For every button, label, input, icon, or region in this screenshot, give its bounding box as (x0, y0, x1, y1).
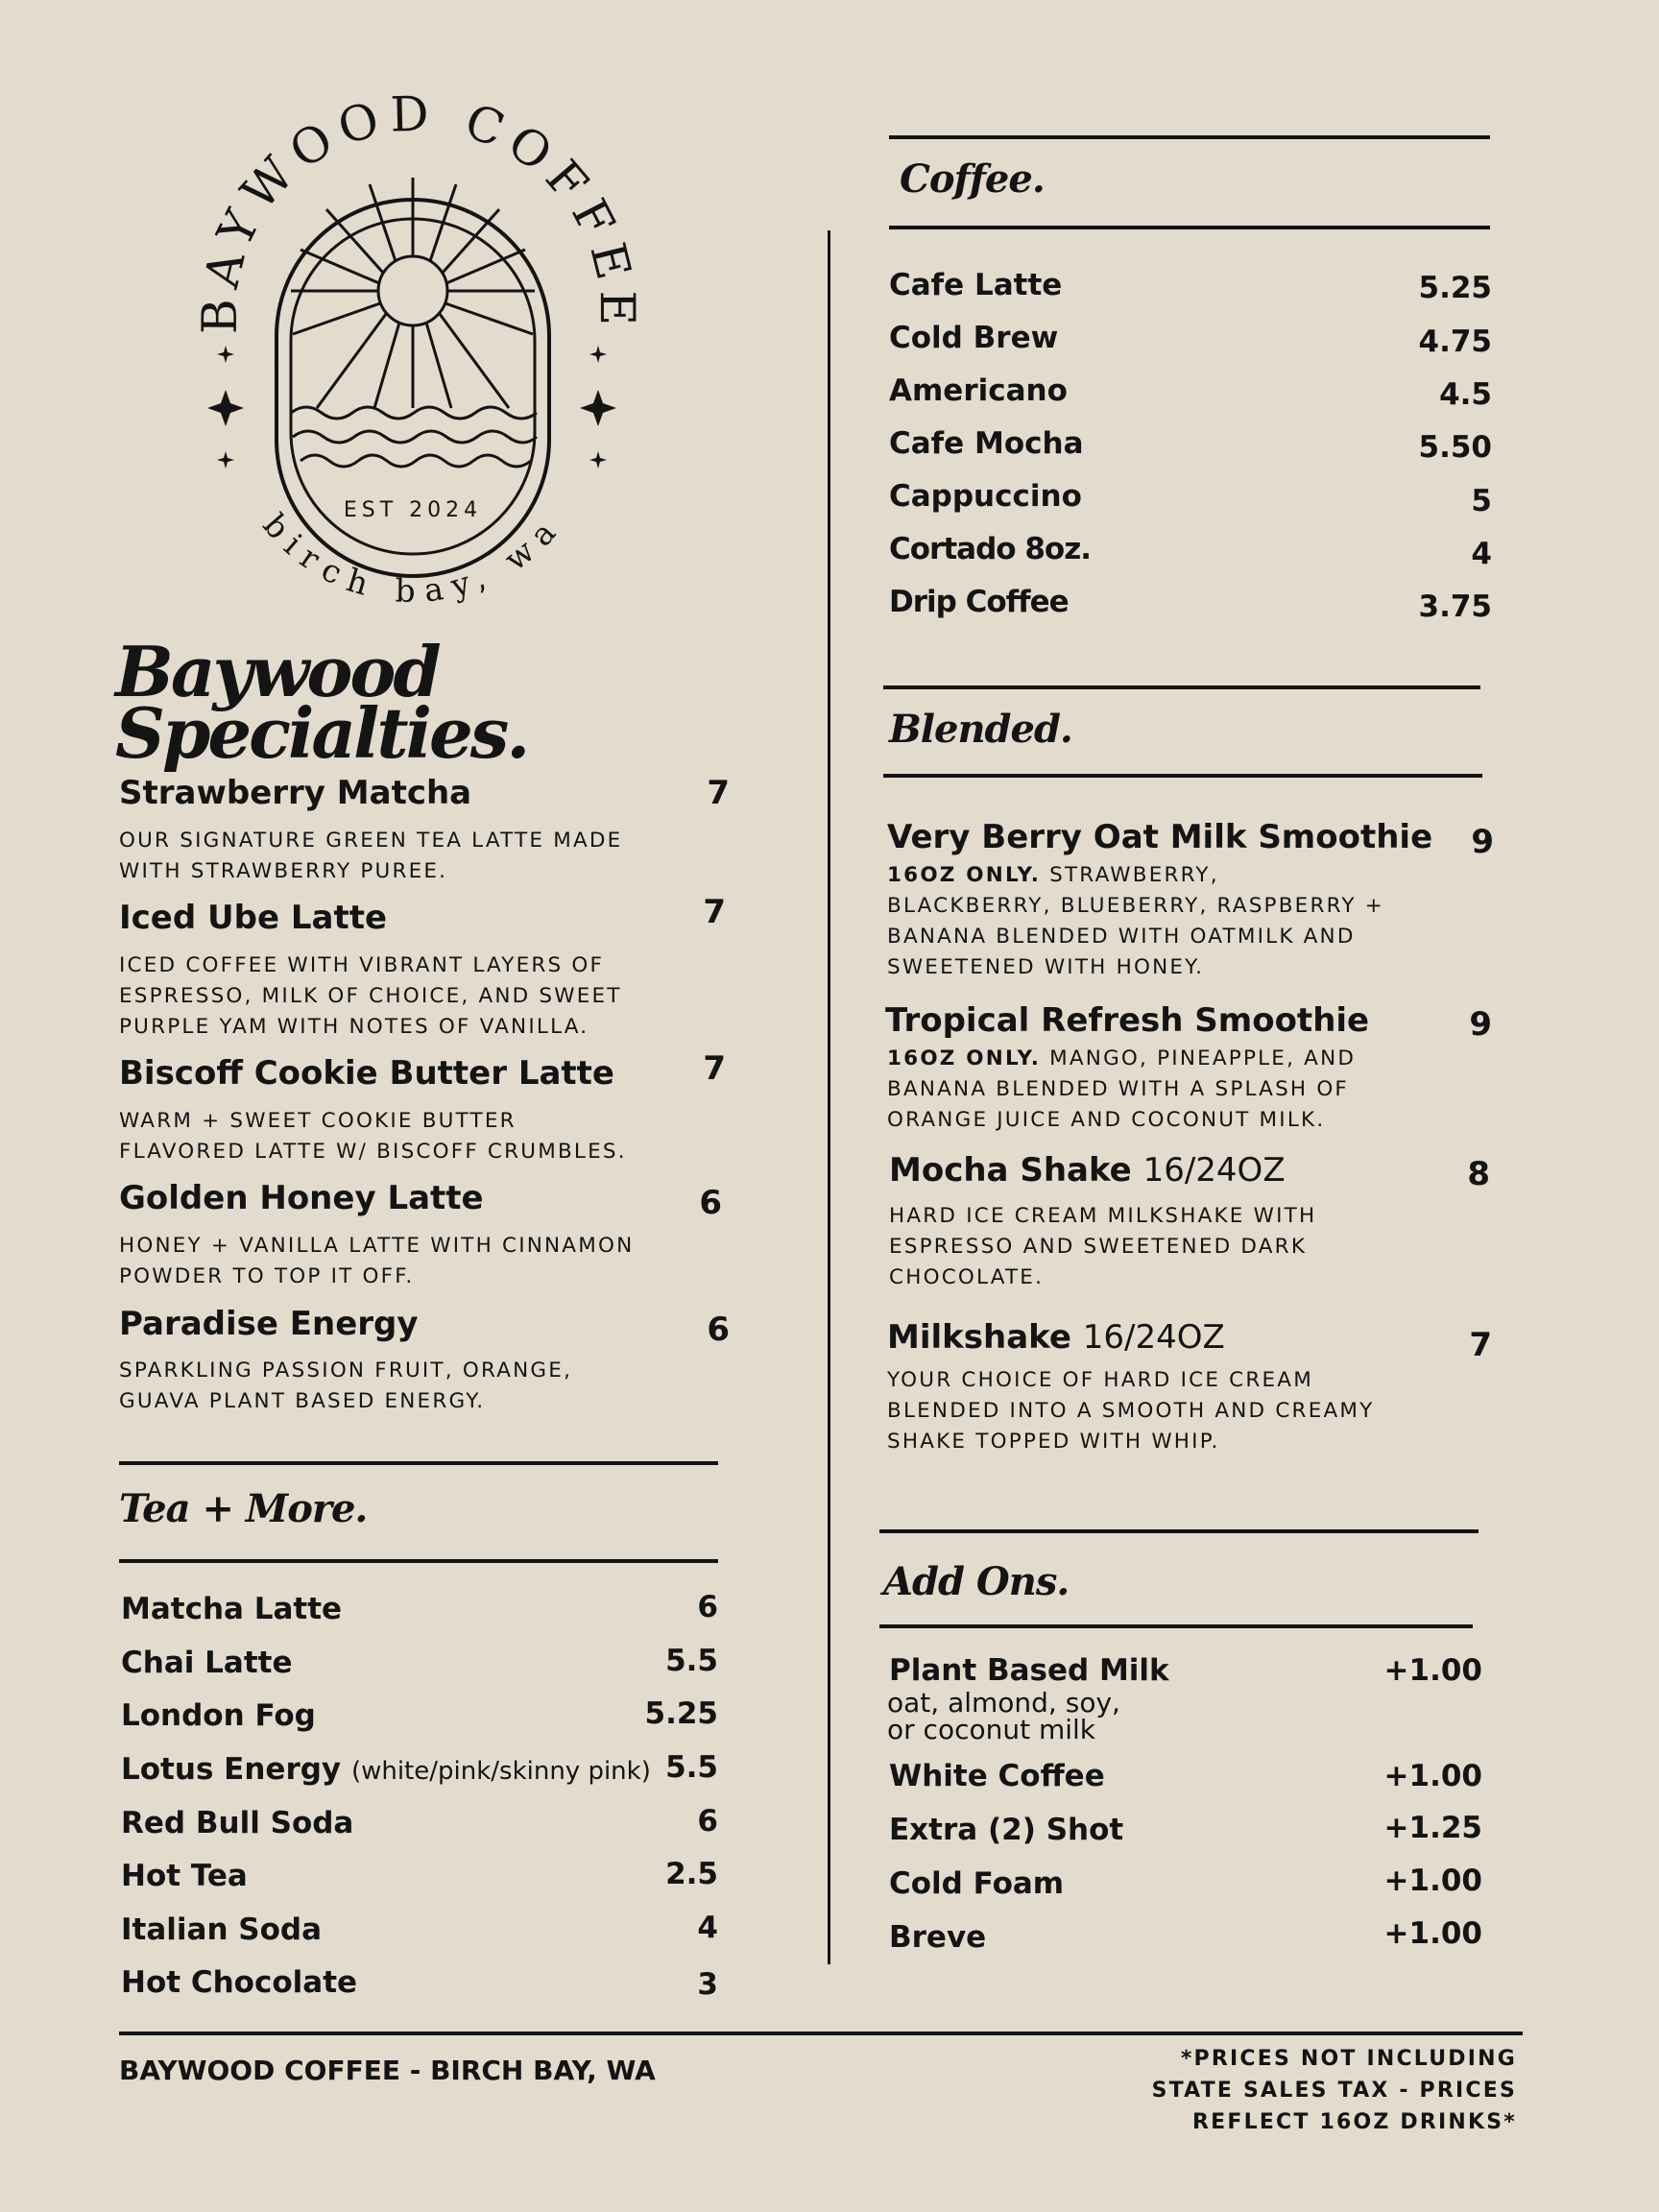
specialty-price: 6 (699, 1184, 722, 1222)
tea-item-price: 3 (697, 1967, 718, 2002)
addons-section-title: Add Ons. (883, 1559, 1070, 1604)
tea-item-label: Lotus Energy (121, 1752, 342, 1787)
blended-item-description (887, 1044, 1386, 1136)
coffee-item-name: Cappuccino (889, 479, 1082, 514)
specialty-description: ICED COFFEE WITH VIBRANT LAYERS OF ESPRESSO, MILK OF CHOICE, AND SWEET PURPLE YAM WITH NOTES OF VANILLA. (119, 953, 622, 1039)
tea-item-name: Chai Latte (121, 1646, 293, 1680)
specialty-name: Paradise Energy (119, 1305, 419, 1343)
coffee-item-price: 3.75 (1418, 589, 1492, 624)
specialties-title: Baywood Specialties. (115, 631, 528, 774)
tea-item-name: Italian Soda (121, 1912, 323, 1947)
specialty-description: HONEY + VANILLA LATTE WITH CINNAMON POWDER TO TOP IT OFF. (119, 1234, 635, 1288)
blended-top-rule (883, 685, 1480, 689)
blended-item-price: 8 (1467, 1155, 1490, 1193)
coffee-item-price: 4.75 (1418, 325, 1492, 359)
blended-item-name: Tropical Refresh Smoothie (885, 1001, 1370, 1040)
logo-sun (378, 256, 447, 325)
specialty-name: Biscoff Cookie Butter Latte (119, 1054, 614, 1093)
specialty-description: WARM + SWEET COOKIE BUTTER FLAVORED LATTE W/ BISCOFF CRUMBLES. (119, 1109, 627, 1164)
coffee-bottom-rule (889, 226, 1490, 229)
tea-section-title: Tea + More. (119, 1486, 368, 1531)
addon-item-price: +1.00 (1383, 1863, 1482, 1898)
addon-item-name: Extra (2) Shot (889, 1813, 1124, 1847)
coffee-item-price: 5.50 (1418, 430, 1492, 465)
specialty-price: 7 (703, 893, 726, 931)
coffee-top-rule (889, 135, 1490, 139)
coffee-item-name: Americano (889, 373, 1068, 408)
blended-section-title: Blended. (889, 707, 1072, 752)
specialty-name: Strawberry Matcha (119, 774, 472, 812)
addon-item-name: Cold Foam (889, 1866, 1065, 1901)
blended-item-desc-text: STRAWBERRY, BLACKBERRY, BLUEBERRY, RASPBERRY + BANANA BLENDED WITH OATMILK AND SWEETENED WITH HONEY. (887, 863, 1384, 979)
specialty-description: SPARKLING PASSION FRUIT, ORANGE, GUAVA PLANT BASED ENERGY. (119, 1358, 573, 1413)
addon-item-price: +1.00 (1383, 1653, 1482, 1688)
tea-bottom-rule (119, 1559, 718, 1563)
tea-item-price: 4 (697, 1911, 718, 1945)
blended-item-description: YOUR CHOICE OF HARD ICE CREAM BLENDED INTO A SMOOTH AND CREAMY SHAKE TOPPED WITH WHIP. (887, 1368, 1375, 1454)
blended-bottom-rule (883, 774, 1482, 778)
specialty-description: OUR SIGNATURE GREEN TEA LATTE MADE WITH STRAWBERRY PUREE. (119, 829, 623, 883)
specialty-price: 7 (703, 1049, 726, 1088)
blended-item-size: 16/24OZ (1142, 1151, 1286, 1190)
footer-brand: BAYWOOD COFFEE - BIRCH BAY, WA (119, 2055, 656, 2086)
logo-established: EST 2024 (343, 498, 483, 522)
tea-item-name: London Fog (121, 1698, 316, 1733)
tea-top-rule (119, 1461, 718, 1465)
addons-bottom-rule (879, 1624, 1473, 1628)
addon-item-price: +1.25 (1383, 1811, 1482, 1845)
tea-item-price: 6 (697, 1590, 718, 1624)
footer-price-note: *PRICES NOT INCLUDING STATE SALES TAX - PRICES REFLECT 16OZ DRINKS* (1151, 2047, 1517, 2134)
specialty-price: 6 (707, 1310, 730, 1349)
addon-item-name: White Coffee (889, 1759, 1105, 1793)
addon-item-name: Plant Based Milk (889, 1653, 1169, 1688)
blended-item-price: 7 (1469, 1326, 1492, 1364)
tea-item-price: 2.5 (665, 1857, 718, 1891)
addon-item-price: +1.00 (1383, 1916, 1482, 1951)
blended-item-price: 9 (1471, 823, 1494, 861)
blended-item-desc-text: MANGO, PINEAPPLE, AND BANANA BLENDED WITH A SPLASH OF ORANGE JUICE AND COCONUT MILK. (887, 1046, 1357, 1132)
coffee-item-name: Cafe Latte (889, 268, 1063, 302)
addon-item-price: +1.00 (1383, 1759, 1482, 1793)
tea-item-name: Matcha Latte (121, 1592, 343, 1626)
blended-item-name (887, 1318, 1225, 1357)
coffee-section-title: Coffee. (900, 156, 1045, 202)
tea-item-price: 5.5 (665, 1644, 718, 1678)
blended-item-lead: 16OZ ONLY. (887, 863, 1042, 887)
tea-item-price: 6 (697, 1804, 718, 1839)
logo-waves (291, 407, 537, 467)
tea-item-price: 5.5 (665, 1750, 718, 1785)
blended-item-lead: 16OZ ONLY. (887, 1046, 1042, 1070)
blended-item-description: HARD ICE CREAM MILKSHAKE WITH ESPRESSO AND SWEETENED DARK CHOCOLATE. (889, 1204, 1317, 1289)
coffee-item-price: 4.5 (1439, 377, 1492, 412)
blended-item-name (889, 1151, 1286, 1190)
column-divider (828, 230, 830, 1964)
blended-item-label: Mocha Shake (889, 1151, 1132, 1190)
specialty-name: Iced Ube Latte (119, 899, 388, 937)
logo-location-arc: birch bay, wa (255, 506, 570, 610)
coffee-item-name: Cold Brew (889, 321, 1059, 355)
addon-item-name: Breve (889, 1920, 987, 1955)
tea-item-note: (white/pink/skinny pink) (350, 1757, 651, 1786)
coffee-item-name: Drip Coffee (889, 585, 1069, 619)
tea-item-price: 5.25 (644, 1696, 718, 1731)
blended-item-price: 9 (1469, 1005, 1492, 1044)
addon-item-note: oat, almond, soy, or coconut milk (887, 1687, 1120, 1745)
tea-item-name: Hot Tea (121, 1859, 248, 1893)
addons-top-rule (879, 1529, 1479, 1533)
baywood-logo (173, 67, 653, 643)
specialty-price: 7 (707, 774, 730, 812)
coffee-item-price: 4 (1471, 537, 1492, 571)
coffee-item-price: 5 (1471, 484, 1492, 518)
coffee-item-name: Cafe Mocha (889, 426, 1084, 461)
blended-item-size: 16/24OZ (1082, 1318, 1225, 1357)
tea-item-name: Red Bull Soda (121, 1806, 354, 1840)
blended-item-description (887, 860, 1386, 983)
tea-item-name (121, 1752, 651, 1787)
specialty-name: Golden Honey Latte (119, 1179, 484, 1217)
coffee-item-price: 5.25 (1418, 271, 1492, 305)
coffee-item-name: Cortado 8oz. (889, 532, 1092, 566)
blended-item-name: Very Berry Oat Milk Smoothie (887, 818, 1433, 856)
logo-brand-arc: BAYWOOD COFFEE (191, 85, 646, 335)
tea-item-name: Hot Chocolate (121, 1965, 358, 2000)
blended-item-label: Milkshake (887, 1318, 1071, 1357)
logo-sun-rays (291, 178, 535, 408)
footer-rule (119, 2032, 1523, 2035)
